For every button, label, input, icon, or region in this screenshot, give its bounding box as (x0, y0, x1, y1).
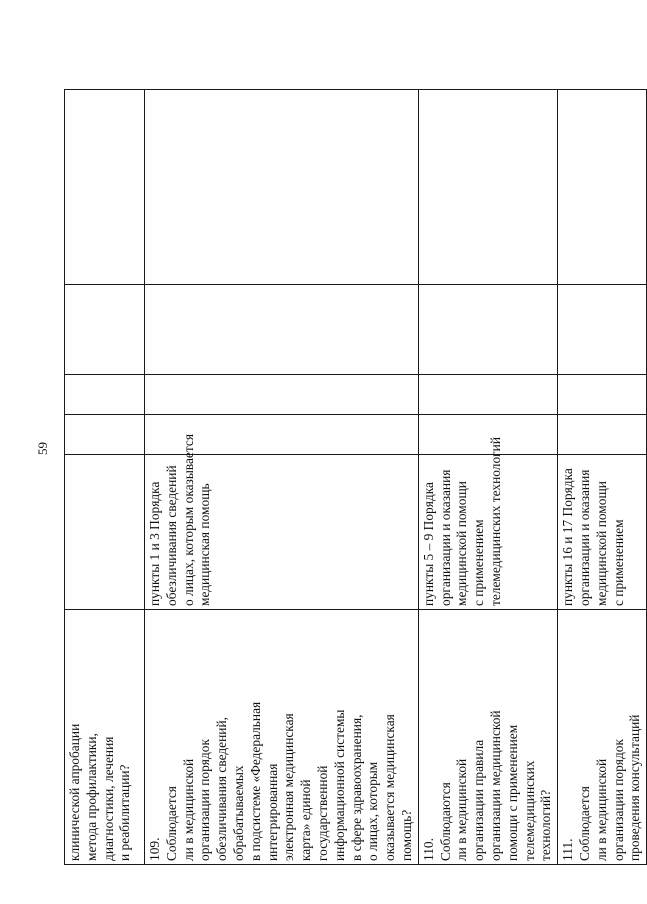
answer-na-cell (418, 285, 557, 375)
remarks-cell (558, 90, 647, 285)
answer-yes-cell (65, 415, 145, 455)
question-line: 111. Соблюдается (560, 613, 594, 861)
question-line: в сфере здравоохранения, (348, 714, 364, 861)
remarks-cell (418, 90, 557, 285)
question-line: в подсистеме «Федеральная (247, 701, 263, 861)
reference-line: медицинская помощь (197, 483, 213, 606)
question-line: телемедицинских (521, 760, 537, 861)
table-row (418, 90, 557, 865)
question-cell (65, 610, 145, 865)
question-line: помощь? (398, 809, 414, 861)
reference-line: организации и оказания (576, 469, 592, 606)
row-number: 109. (147, 837, 162, 861)
table-row (145, 90, 419, 865)
table-row (558, 90, 647, 865)
answer-na-cell (65, 285, 145, 375)
question-line: и реабилитации? (117, 764, 133, 861)
question-line: ли в медицинской (180, 758, 196, 861)
question-line: оказывается медицинская (382, 714, 398, 861)
reference-line: о лицах, которым оказывается (180, 434, 196, 606)
reference-line: обезличивания сведений (163, 465, 179, 606)
answer-na-cell (558, 285, 647, 375)
question-line: ли в медицинской (593, 758, 609, 861)
question-line: 110. Соблюдаются (421, 613, 455, 861)
answer-no-cell (65, 375, 145, 415)
reference-cell (65, 455, 145, 610)
question-line: информационной системы (331, 709, 347, 861)
remarks-cell (65, 90, 145, 285)
answer-no-cell (418, 375, 557, 415)
reference-line: с применением (610, 519, 626, 606)
question-line: организации порядок (610, 739, 626, 861)
question-line: 109. Соблюдается (147, 613, 181, 861)
row-number: 110. (420, 838, 436, 861)
question-line: проведения консультаций (627, 714, 643, 861)
reference-line: медицинской помощи (454, 481, 470, 606)
question-line: организации правила (471, 739, 487, 861)
reference-line: с применением (471, 519, 487, 606)
table-row (65, 90, 145, 865)
reference-cell (558, 455, 647, 610)
remarks-cell (145, 90, 419, 285)
question-line: карта» единой (298, 779, 314, 861)
question-line: о лицах, которым (365, 761, 381, 861)
question-line: интегрированная (264, 763, 280, 861)
question-line: обезличивания сведений, (214, 717, 230, 861)
reference-cell (145, 434, 419, 610)
reference-line: пункты 1 и 3 Порядка (147, 481, 162, 606)
question-line: ли в медицинской (454, 758, 470, 861)
question-line: электронная медицинская (281, 713, 297, 861)
question-line: технологий? (538, 789, 554, 861)
reference-line: телемедицинских технологий (487, 437, 503, 606)
question-cell (558, 610, 647, 865)
page-number: 59 (35, 442, 50, 455)
question-line: диагностики, лечения (100, 736, 116, 861)
question-line: организации медицинской (487, 710, 503, 861)
row-number: 111. (560, 838, 576, 861)
question-line: клинической апробации (67, 723, 82, 861)
answer-no-cell (145, 375, 419, 415)
question-cell (145, 610, 419, 865)
question-line: обрабатываемых (230, 765, 246, 861)
question-line: государственной (314, 765, 330, 861)
question-line: организации порядок (197, 739, 213, 861)
question-line: помощи с применением (504, 724, 520, 861)
checklist-table-rotated (64, 90, 643, 865)
question-line: метода профилактики, (83, 733, 99, 861)
reference-cell (418, 437, 557, 610)
question-cell (418, 610, 557, 865)
checklist-table (64, 89, 647, 865)
reference-line: пункты 16 и 17 Порядка (560, 468, 576, 606)
answer-na-cell (145, 285, 419, 375)
answer-no-cell (558, 375, 647, 415)
reference-line: организации и оказания (437, 469, 453, 606)
reference-line: пункты 5 – 9 Порядка (420, 482, 436, 606)
reference-line: медицинской помощи (593, 481, 609, 606)
answer-yes-cell (558, 415, 647, 455)
